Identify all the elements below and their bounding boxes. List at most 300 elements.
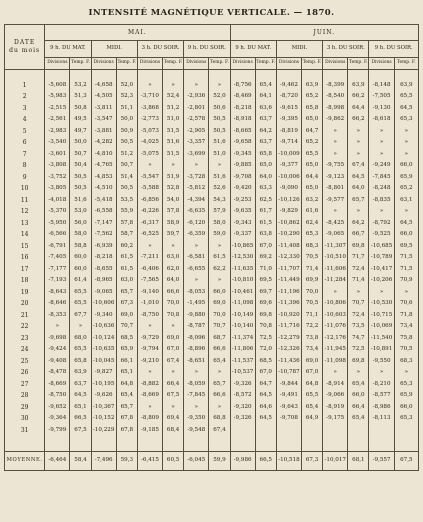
divisions-cell: -9,827 — [91, 368, 116, 380]
temperature-cell: » — [394, 207, 418, 219]
day-cell: 25 — [5, 356, 45, 368]
temperature-cell: 74,7 — [348, 333, 369, 345]
temperature-cell: 53,2 — [70, 80, 91, 92]
divisions-cell: -9,885 — [230, 161, 255, 173]
temperature-cell: 51,9 — [163, 172, 184, 184]
temperature-cell: 50,5 — [209, 115, 230, 127]
divisions-cell: -8,469 — [230, 92, 255, 104]
temperature-cell: 52,0 — [116, 80, 137, 92]
divisions-cell: -9,880 — [184, 310, 209, 322]
temperature-cell: 68,0 — [70, 333, 91, 345]
table-row — [5, 184, 419, 196]
divisions-cell: -8,059 — [184, 379, 209, 391]
temperature-cell: 69,9 — [302, 276, 323, 288]
divisions-cell: -10,417 — [369, 264, 394, 276]
temperature-cell: 63,7 — [70, 379, 91, 391]
temperature-cell: 70,0 — [209, 310, 230, 322]
divisions-cell: -8,965 — [91, 276, 116, 288]
divisions-cell: -8,835 — [369, 195, 394, 207]
table-row — [5, 310, 419, 322]
day-cell: 23 — [5, 333, 45, 345]
temperature-cell: 50,9 — [116, 126, 137, 138]
divisions-cell: -9,326 — [230, 414, 255, 426]
divisions-cell: -9,123 — [323, 172, 348, 184]
temperature-cell — [255, 425, 276, 437]
divisions-cell: -3,699 — [184, 149, 209, 161]
temperature-cell: 71,5 — [394, 253, 418, 265]
table-row — [5, 207, 419, 219]
day-cell: 2 — [5, 92, 45, 104]
divisions-cell: -3,357 — [184, 138, 209, 150]
temperature-cell: 69,5 — [255, 276, 276, 288]
divisions-cell: -7,505 — [369, 92, 394, 104]
temperature-cell: 65,5 — [70, 299, 91, 311]
temperature-cell: 56,0 — [70, 218, 91, 230]
temperature-cell: 68,7 — [209, 333, 230, 345]
temperature-cell: » — [394, 287, 418, 299]
divisions-cell: -11,196 — [276, 287, 301, 299]
divisions-cell: -8,819 — [276, 126, 301, 138]
divisions-cell: -10,891 — [369, 345, 394, 357]
temperature-cell: 65,7 — [116, 287, 137, 299]
temperature-cell: 55,9 — [116, 207, 137, 219]
temperature-cell: 68,3 — [394, 356, 418, 368]
temperature-cell: 52,8 — [163, 184, 184, 196]
temperature-cell: 64,1 — [255, 92, 276, 104]
temperature-cell: 63,0 — [163, 253, 184, 265]
temperature-cell: 66,0 — [394, 230, 418, 242]
temperature-cell: 61,7 — [255, 207, 276, 219]
temperature-cell: 71,4 — [348, 276, 369, 288]
average-divisions-cell: -10,518 — [276, 451, 301, 470]
divisions-cell: -8,399 — [323, 80, 348, 92]
divisions-cell: » — [137, 322, 162, 334]
average-row — [5, 451, 419, 470]
temperature-column-header: Temp. F. — [255, 58, 276, 70]
temperature-cell — [394, 425, 418, 437]
temperature-cell: 64,5 — [255, 414, 276, 426]
divisions-cell: -4,810 — [91, 149, 116, 161]
divisions-cell: -8,096 — [184, 333, 209, 345]
divisions-cell: -6,939 — [91, 241, 116, 253]
divisions-cell: -9,844 — [276, 379, 301, 391]
divisions-cell: -10,006 — [276, 172, 301, 184]
divisions-cell: -9,408 — [45, 356, 70, 368]
divisions-cell: -9,424 — [45, 345, 70, 357]
temperature-cell: 67,3 — [116, 299, 137, 311]
temperature-cell: 64,0 — [255, 172, 276, 184]
temperature-cell: » — [163, 322, 184, 334]
temperature-cell: 65,7 — [209, 379, 230, 391]
divisions-cell: -9,755 — [323, 161, 348, 173]
divisions-column-header: Divisions — [45, 58, 70, 70]
temperature-cell: 58,0 — [209, 218, 230, 230]
divisions-cell: -6,359 — [184, 230, 209, 242]
day-cell: 22 — [5, 322, 45, 334]
divisions-cell: -10,530 — [369, 299, 394, 311]
divisions-cell: -10,149 — [230, 310, 255, 322]
divisions-cell: -9,862 — [323, 115, 348, 127]
temperature-cell: » — [163, 402, 184, 414]
temperature-cell: 65,5 — [302, 391, 323, 403]
divisions-cell: -9,462 — [276, 80, 301, 92]
divisions-cell: -6,120 — [184, 218, 209, 230]
divisions-cell: -8,248 — [369, 184, 394, 196]
divisions-cell: -9,714 — [276, 138, 301, 150]
date-label: DATE — [14, 39, 36, 46]
table-row — [5, 161, 419, 173]
average-temperature-cell: 59,3 — [116, 451, 137, 470]
spacer-row — [5, 70, 419, 81]
divisions-cell: -3,868 — [137, 103, 162, 115]
temperature-cell: 70,5 — [302, 253, 323, 265]
temperature-cell: 69,8 — [348, 241, 369, 253]
temperature-cell: 65,4 — [302, 402, 323, 414]
temperature-cell: 73,5 — [348, 322, 369, 334]
average-temperature-cell: 68,1 — [348, 451, 369, 470]
divisions-cell: -10,461 — [230, 287, 255, 299]
divisions-cell: » — [184, 368, 209, 380]
temperature-cell: 62,4 — [302, 218, 323, 230]
divisions-column-header: Divisions — [91, 58, 116, 70]
temperature-cell: 65,2 — [302, 92, 323, 104]
divisions-cell: -11,716 — [276, 322, 301, 334]
temperature-cell: 69,8 — [348, 356, 369, 368]
divisions-cell: -9,185 — [137, 425, 162, 437]
temperature-cell: 62,0 — [163, 264, 184, 276]
divisions-cell: -3,808 — [45, 161, 70, 173]
divisions-cell: -4,505 — [91, 92, 116, 104]
table-row — [5, 368, 419, 380]
divisions-cell: » — [323, 138, 348, 150]
divisions-cell: -4,510 — [91, 184, 116, 196]
divisions-cell: -3,728 — [184, 172, 209, 184]
divisions-cell: » — [323, 126, 348, 138]
divisions-cell: -3,811 — [91, 103, 116, 115]
table-row — [5, 379, 419, 391]
divisions-cell: -11,540 — [369, 333, 394, 345]
divisions-cell: -10,367 — [91, 402, 116, 414]
temperature-cell: 49,5 — [70, 115, 91, 127]
divisions-cell: -7,211 — [137, 253, 162, 265]
temperature-cell: 65,5 — [394, 92, 418, 104]
temperature-cell: 68,5 — [255, 356, 276, 368]
temperature-cell: 67,0 — [163, 345, 184, 357]
divisions-cell: » — [323, 149, 348, 161]
divisions-cell: -10,206 — [369, 276, 394, 288]
temperature-cell: 66,6 — [163, 287, 184, 299]
divisions-cell: -10,806 — [323, 299, 348, 311]
temperature-cell: 67,0 — [255, 241, 276, 253]
day-of-month-label: du mois — [9, 47, 41, 54]
temperature-cell: 65,0 — [302, 161, 323, 173]
divisions-cell: -7,562 — [91, 230, 116, 242]
day-cell: 9 — [5, 172, 45, 184]
divisions-cell: -4,853 — [91, 172, 116, 184]
divisions-cell: » — [184, 402, 209, 414]
temperature-cell: 64,2 — [255, 126, 276, 138]
temperature-cell: 62,5 — [255, 195, 276, 207]
temperature-cell: 72,0 — [255, 345, 276, 357]
temperature-cell: 63,3 — [255, 184, 276, 196]
temperature-column-header: Temp. F. — [116, 58, 137, 70]
temperature-cell: 65,2 — [302, 138, 323, 150]
temperature-cell: 51,6 — [70, 195, 91, 207]
temperature-cell: » — [394, 368, 418, 380]
temperature-cell: 65,5 — [70, 287, 91, 299]
day-cell: 7 — [5, 149, 45, 161]
temperature-cell: » — [348, 149, 369, 161]
temperature-cell: 64,0 — [163, 276, 184, 288]
temperature-cell: 65,7 — [348, 195, 369, 207]
time-header: 3 h. DU SOIR. — [137, 41, 183, 58]
temperature-cell: 67,0 — [255, 368, 276, 380]
divisions-cell: -10,636 — [91, 322, 116, 334]
table-row — [5, 322, 419, 334]
average-temperature-cell: 58,4 — [70, 451, 91, 470]
temperature-cell: » — [394, 138, 418, 150]
divisions-cell: -10,045 — [91, 356, 116, 368]
divisions-cell: -4,394 — [184, 195, 209, 207]
temperature-cell: 63,6 — [255, 103, 276, 115]
divisions-cell: -10,865 — [230, 241, 255, 253]
temperature-cell: 64,5 — [394, 103, 418, 115]
temperature-cell: 65,2 — [394, 184, 418, 196]
temperature-cell: » — [163, 368, 184, 380]
temperature-cell: 65,0 — [302, 184, 323, 196]
divisions-cell: -9,395 — [276, 115, 301, 127]
temperature-cell: 62,2 — [209, 264, 230, 276]
average-temperature-cell: 59,9 — [209, 451, 230, 470]
divisions-cell: -10,126 — [276, 195, 301, 207]
divisions-column-header: Divisions — [369, 58, 394, 70]
table-row — [5, 230, 419, 242]
divisions-cell: -12,330 — [276, 253, 301, 265]
temperature-cell: 70,6 — [394, 299, 418, 311]
time-header: 9 h. DU MAT. — [45, 41, 91, 58]
divisions-cell: -12,530 — [230, 253, 255, 265]
temperature-cell: 69,0 — [116, 310, 137, 322]
divisions-cell: -10,195 — [91, 379, 116, 391]
divisions-cell: -2,801 — [184, 103, 209, 115]
divisions-cell: -11,606 — [323, 264, 348, 276]
temperature-cell: 66,5 — [70, 414, 91, 426]
divisions-cell: -9,364 — [45, 414, 70, 426]
temperature-cell: 63,1 — [394, 195, 418, 207]
temperature-column-header: Temp. F. — [163, 58, 184, 70]
temperature-cell: 69,6 — [255, 299, 276, 311]
divisions-cell: -10,229 — [91, 425, 116, 437]
temperature-cell: » — [209, 368, 230, 380]
divisions-cell: -4,018 — [45, 195, 70, 207]
temperature-cell: 65,8 — [70, 356, 91, 368]
temperature-cell: 65,3 — [394, 379, 418, 391]
divisions-cell: -5,588 — [137, 184, 162, 196]
temperature-cell: 64,5 — [348, 172, 369, 184]
divisions-cell: -2,936 — [184, 92, 209, 104]
divisions-cell: -8,113 — [369, 414, 394, 426]
temperature-cell: 69,5 — [394, 241, 418, 253]
temperature-cell: 71,1 — [302, 310, 323, 322]
temperature-cell: 70,7 — [209, 322, 230, 334]
divisions-cell: -9,066 — [323, 391, 348, 403]
temperature-cell: 73,8 — [302, 333, 323, 345]
divisions-cell: -6,655 — [184, 264, 209, 276]
divisions-cell: -4,658 — [91, 80, 116, 92]
divisions-column-header: Divisions — [323, 58, 348, 70]
temperature-cell: 69,8 — [255, 310, 276, 322]
divisions-cell: -8,577 — [369, 391, 394, 403]
divisions-cell: -9,340 — [91, 310, 116, 322]
table-row — [5, 356, 419, 368]
temperature-cell: 66,6 — [209, 391, 230, 403]
temperature-cell: 65,8 — [302, 103, 323, 115]
temperature-cell: 70,8 — [255, 322, 276, 334]
divisions-cell: -8,148 — [369, 80, 394, 92]
divisions-cell: -2,983 — [45, 126, 70, 138]
day-cell: 27 — [5, 379, 45, 391]
temperature-cell: 69,2 — [255, 253, 276, 265]
day-cell: 14 — [5, 230, 45, 242]
day-cell: 20 — [5, 299, 45, 311]
divisions-cell: -11,707 — [276, 264, 301, 276]
divisions-cell: -10,537 — [230, 368, 255, 380]
divisions-cell: -7,565 — [137, 276, 162, 288]
temperature-cell: 61,4 — [70, 276, 91, 288]
divisions-cell: -11,307 — [323, 241, 348, 253]
temperature-cell: 52,0 — [209, 92, 230, 104]
divisions-cell: -8,750 — [45, 391, 70, 403]
divisions-cell: -6,525 — [137, 230, 162, 242]
divisions-cell: » — [45, 322, 70, 334]
divisions-cell: -11,374 — [230, 333, 255, 345]
temperature-cell: » — [348, 207, 369, 219]
divisions-cell: -5,812 — [184, 184, 209, 196]
divisions-cell: -9,065 — [91, 287, 116, 299]
divisions-column-header: Divisions — [230, 58, 255, 70]
temperature-cell: » — [348, 368, 369, 380]
temperature-cell: 50,0 — [116, 115, 137, 127]
table-row — [5, 333, 419, 345]
divisions-cell: » — [137, 161, 162, 173]
divisions-cell: -10,810 — [230, 276, 255, 288]
temperature-cell — [348, 425, 369, 437]
divisions-cell: -10,920 — [276, 310, 301, 322]
day-cell: 24 — [5, 345, 45, 357]
temperature-cell: 70,7 — [348, 299, 369, 311]
divisions-cell: -10,152 — [91, 414, 116, 426]
day-cell: 1 — [5, 80, 45, 92]
temperature-cell: 70,0 — [163, 299, 184, 311]
temperature-cell: 70,7 — [116, 322, 137, 334]
divisions-cell: -9,326 — [230, 379, 255, 391]
temperature-cell: 51,6 — [209, 138, 230, 150]
divisions-cell: -9,065 — [323, 230, 348, 242]
divisions-cell: -5,418 — [91, 195, 116, 207]
divisions-cell: -8,792 — [369, 218, 394, 230]
temperature-cell: 65,0 — [302, 115, 323, 127]
divisions-cell: -11,436 — [276, 356, 301, 368]
divisions-cell: -8,643 — [45, 287, 70, 299]
temperature-cell: 63,8 — [255, 230, 276, 242]
temperature-cell: 51,2 — [116, 149, 137, 161]
temperature-cell: 72,4 — [348, 310, 369, 322]
divisions-cell: -8,801 — [323, 184, 348, 196]
divisions-cell — [369, 425, 394, 437]
divisions-cell: -11,408 — [276, 241, 301, 253]
table-row — [5, 80, 419, 92]
average-divisions-cell: -6,464 — [45, 451, 70, 470]
temperature-cell: 64,6 — [255, 402, 276, 414]
divisions-cell: -11,284 — [323, 276, 348, 288]
divisions-cell: -11,806 — [230, 345, 255, 357]
temperature-cell: 61,5 — [255, 218, 276, 230]
temperature-cell: 63,9 — [70, 368, 91, 380]
divisions-column-header: Divisions — [137, 58, 162, 70]
temperature-cell: 64,4 — [348, 103, 369, 115]
divisions-cell: -4,282 — [91, 138, 116, 150]
temperature-cell: » — [209, 80, 230, 92]
average-divisions-cell: -9,557 — [369, 451, 394, 470]
time-header: 9 h. DU MAT. — [230, 41, 276, 58]
temperature-cell: 65,9 — [394, 172, 418, 184]
divisions-cell: -9,420 — [230, 184, 255, 196]
divisions-cell: -8,669 — [45, 379, 70, 391]
temperature-cell: 64,7 — [255, 379, 276, 391]
divisions-cell: -2,773 — [137, 115, 162, 127]
divisions-cell: » — [323, 207, 348, 219]
divisions-cell: -9,829 — [276, 207, 301, 219]
temperature-cell: 65,5 — [70, 345, 91, 357]
divisions-cell: » — [137, 402, 162, 414]
temperature-cell: 65,3 — [394, 115, 418, 127]
divisions-cell: -8,669 — [137, 391, 162, 403]
temperature-cell: 50,5 — [116, 184, 137, 196]
temperature-cell: 50,6 — [209, 103, 230, 115]
temperature-cell: 51,3 — [70, 92, 91, 104]
divisions-cell: -10,290 — [276, 230, 301, 242]
divisions-cell: -9,799 — [45, 425, 70, 437]
temperature-cell: 54,0 — [163, 195, 184, 207]
temperature-cell: 59,7 — [163, 230, 184, 242]
divisions-cell: -9,550 — [369, 356, 394, 368]
divisions-cell: -5,370 — [45, 207, 70, 219]
average-temperature-cell: 67,3 — [302, 451, 323, 470]
divisions-cell: -8,986 — [369, 402, 394, 414]
divisions-cell: -2,578 — [184, 115, 209, 127]
divisions-cell: -6,566 — [45, 230, 70, 242]
divisions-cell: -9,130 — [369, 103, 394, 115]
divisions-cell: -10,606 — [91, 299, 116, 311]
divisions-cell: -10,603 — [323, 310, 348, 322]
average-temperature-cell: 66,5 — [255, 451, 276, 470]
divisions-cell: -12,176 — [323, 333, 348, 345]
temperature-cell: 67,8 — [116, 425, 137, 437]
table-body — [5, 70, 419, 452]
divisions-cell: -9,548 — [184, 425, 209, 437]
divisions-cell: -8,053 — [184, 287, 209, 299]
temperature-cell: 70,5 — [394, 345, 418, 357]
divisions-cell: -8,787 — [184, 322, 209, 334]
day-cell: 8 — [5, 161, 45, 173]
table-row — [5, 126, 419, 138]
temperature-cell: 66,0 — [348, 391, 369, 403]
divisions-cell: -9,635 — [230, 207, 255, 219]
temperature-cell: 50,7 — [70, 149, 91, 161]
divisions-cell: -9,615 — [276, 103, 301, 115]
temperature-cell: 69,4 — [163, 414, 184, 426]
temperature-cell: 63,7 — [255, 138, 276, 150]
